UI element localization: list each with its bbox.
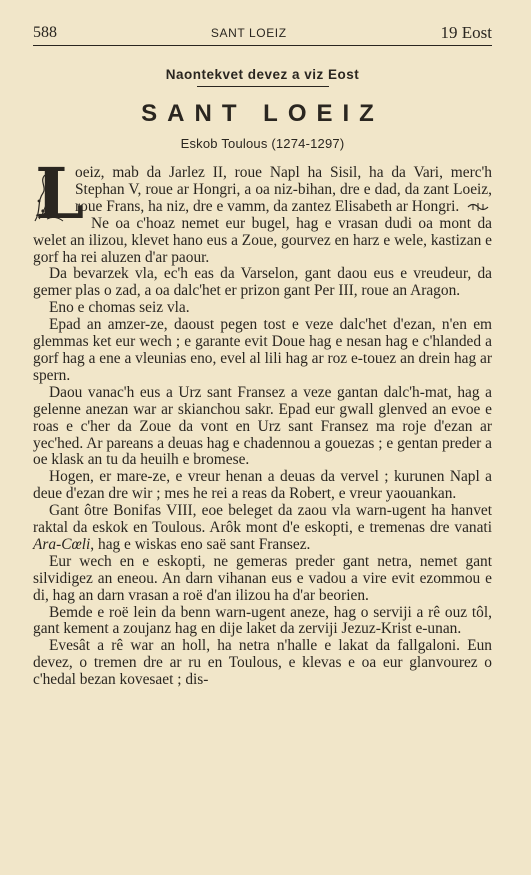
saint-title: SANT LOEIZ bbox=[141, 100, 384, 127]
saint-byline: Eskob Toulous (1274-1297) bbox=[180, 136, 345, 151]
running-title: SANT LOEIZ bbox=[210, 26, 287, 40]
paragraph-8: Gant ôtre Bonifas VIII, eoe beleget da zaou vla warn-ugent ha hanvet raktal da eskok en Toulous. Arôk mont d'e eskopti, e tremenas dre vanati Ara-Cœli, hag e wiskas eno saë sant Fransez. bbox=[33, 502, 492, 553]
paragraph-4: Eno e chomas seiz vla. bbox=[49, 299, 190, 317]
paragraph-2: Ne oa c'hoaz nemet eur bugel, hag e vrasan dudi oa mont da welet an ilizou, klevet hano eus a Zoue, gourvez en harz e wele, kastizan e gorf ha rei aluzen d'ar paour. bbox=[33, 214, 492, 266]
page-number: 588 bbox=[33, 24, 57, 41]
article-body bbox=[33, 152, 492, 689]
paragraph-10: Bemde e roë lein da benn warn-ugent aneze, hag o serviji a rê ouz tôl, gant kement a zoujanz hag en dije laket da zerviji Jezuz-Krist e-unan. bbox=[33, 603, 492, 638]
leaf-ornament-icon bbox=[467, 201, 489, 213]
feast-day-heading: Naontekvet devez a viz Eost bbox=[165, 67, 360, 82]
running-header bbox=[33, 24, 492, 46]
dropcap-letter: L bbox=[35, 152, 85, 235]
paragraph-6: Daou vanac'h eus a Urz sant Fransez a veze gantan dalc'h-mat, hag a gelenne anezan war ar skianchou sakr. Epad eur gwall glenved an evoe e roas e c'her da Zoue da vont en Urz sant Fransez ma roje d'ezan ar yec'hed. Ar pareans a deuas hag e chadennou a gouezas ; e gentan preder a oe klask an tu da heuilh e bromese. bbox=[33, 383, 492, 469]
heading-underline bbox=[197, 86, 329, 87]
paragraph-9: Eur wech en e eskopti, ne gemeras preder gant netra, nemet gant silvidigez an eneou. An darn vihanan eus e vadou a vire evit ezommou e di, hag an darn vrasan a roë d'an ilizou ha d'ar beorien. bbox=[33, 552, 492, 604]
paragraph-5: Epad an amzer-ze, daoust pegen tost e veze dalc'het d'ezan, n'en em glemmas ket eur wech ; e garante evit Doue hag e nesan hag e c'hlanded a gorf hag a ene a vleunias eno, evel al lili hag ar roz e-touez an drein hag ar spern. bbox=[33, 316, 492, 384]
paragraph-1 bbox=[33, 152, 492, 235]
drop-cap bbox=[33, 152, 85, 235]
latin-place-name: Ara-Cœli bbox=[33, 535, 91, 553]
paragraph-1-text: oeiz, mab da Jarlez II, roue Napl ha Sisil, ha da Vari, merc'h Stephan V, roue ar Hongri, a oa niz-bihan, dre e dad, da zant Loeiz, roue Frans, ha niz, dre e vamm, da zantez Elisabeth ar Hongri. bbox=[75, 164, 492, 215]
paragraph-7: Hogen, er mare-ze, e vreur henan a deuas da vervel ; kurunen Napl a deue d'ezan dre wir ; mes he rei a reas da Robert, e vreur yaouankan. bbox=[33, 468, 492, 503]
paragraph-3: Da bevarzek vla, ec'h eas da Varselon, gant daou eus e vreudeur, da gemer plas o zad, a oa dalc'het er prizon gant Per III, roue an Aragon. bbox=[33, 265, 492, 300]
paragraph-11: Evesât a rê war an holl, ha netra n'halle e lakat da fallgaloni. Eun devez, o tremen dre ar ru en Toulous, e klevas e oa eur glanvourez o c'hedal bezan kovesaet ; dis- bbox=[33, 637, 492, 689]
header-date: 19 Eost bbox=[440, 23, 492, 42]
